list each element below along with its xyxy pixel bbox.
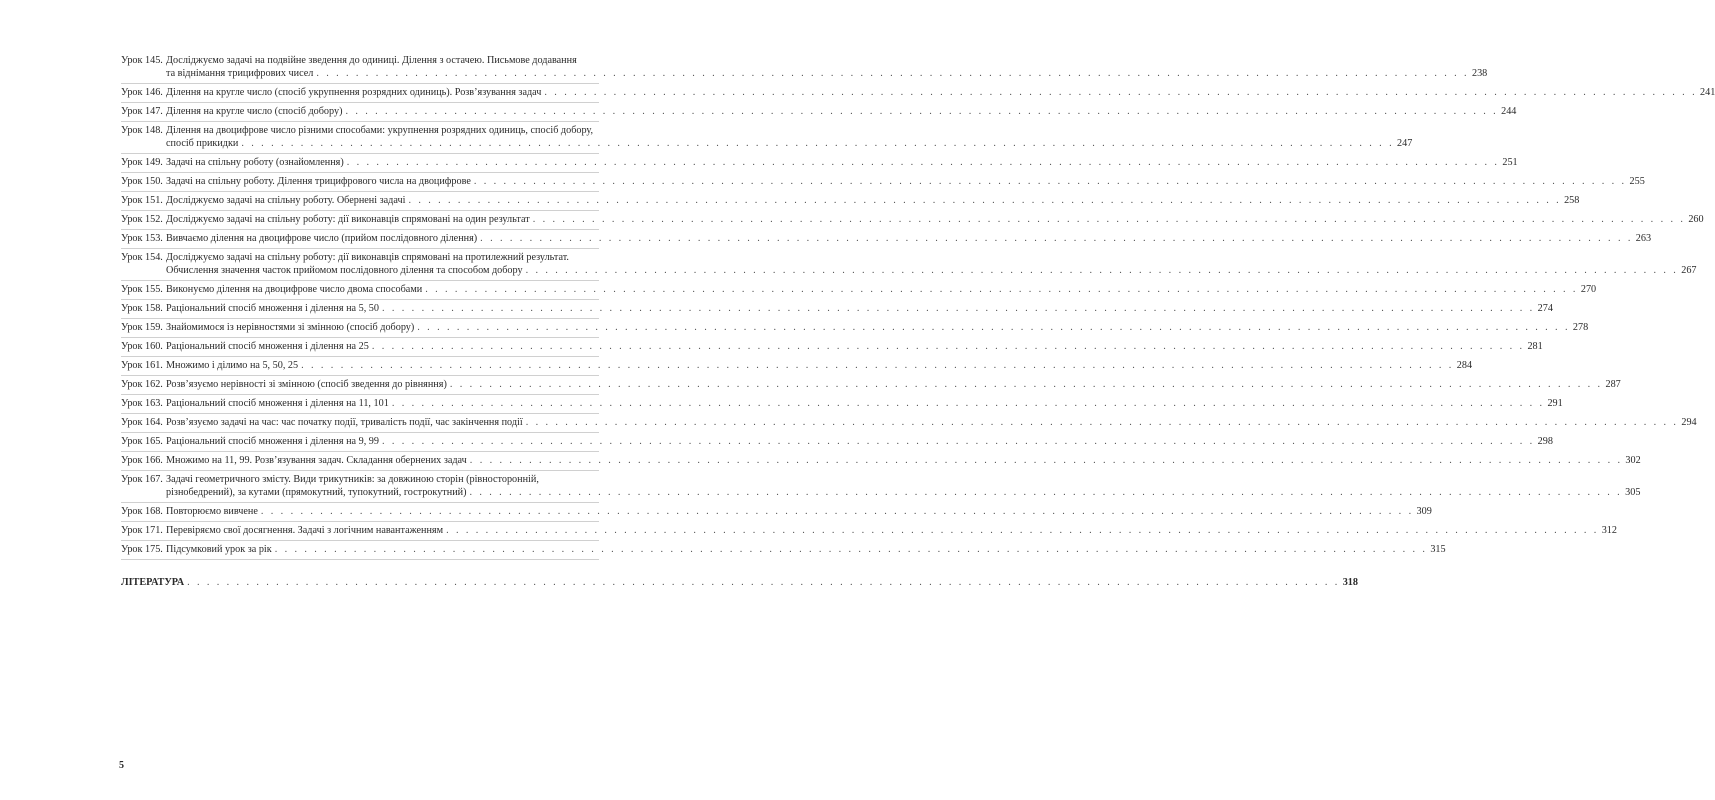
lesson-title-line xyxy=(166,156,1518,169)
lesson-number: Урок 151. xyxy=(121,195,163,206)
page-ref: 318 xyxy=(1342,577,1358,588)
toc-entry[interactable] xyxy=(121,84,1715,103)
lesson-title-text: Раціональний спосіб множення і ділення на 11, 101 xyxy=(166,398,389,409)
lesson-title xyxy=(166,473,1641,499)
toc-entry[interactable] xyxy=(121,52,1488,84)
lesson-title xyxy=(166,156,1518,169)
toc-entry[interactable] xyxy=(121,338,1543,357)
lesson-number: Урок 159. xyxy=(121,322,163,333)
lesson-number: Урок 160. xyxy=(121,341,163,352)
lesson-title xyxy=(166,175,1645,188)
dot-leader xyxy=(544,86,1697,99)
lesson-title-text: Множимо на 11, 99. Розв’язування задач. Складання обернених задач xyxy=(166,455,467,466)
toc-entry[interactable] xyxy=(121,122,1413,154)
lesson-title-text: Обчислення значення часток прийомом послідовного ділення та способом добору xyxy=(166,265,523,276)
lesson-title xyxy=(166,232,1652,245)
toc-entry[interactable] xyxy=(121,357,1473,376)
lesson-title-text: Розв’язуємо задачі на час: час початку події, тривалість події, час закінчення події xyxy=(166,417,523,428)
lesson-title-text: Перевіряємо свої досягнення. Задачі з логічним навантаженням xyxy=(166,525,444,536)
lesson-title-line xyxy=(166,302,1553,315)
lesson-title-text: Знайомимося із нерівностями зі змінною (спосіб добору) xyxy=(166,322,415,333)
lesson-number: Урок 146. xyxy=(121,87,163,98)
lesson-title-line xyxy=(166,86,1715,99)
lesson-number: Урок 171. xyxy=(121,525,163,536)
lesson-title xyxy=(166,251,1697,277)
lesson-title xyxy=(166,54,1488,80)
dot-leader xyxy=(474,175,1627,188)
lesson-title-line xyxy=(166,67,1488,80)
toc-entry[interactable] xyxy=(121,503,1432,522)
lesson-number: Урок 164. xyxy=(121,417,163,428)
page-ref: 238 xyxy=(1471,68,1488,79)
lesson-title-text: різнобедрений), за кутами (прямокутний, тупокутний, гострокутний) xyxy=(166,487,467,498)
lesson-title-text: Множимо і ділимо на 5, 50, 25 xyxy=(166,360,299,371)
toc-entry[interactable] xyxy=(121,376,1621,395)
lesson-number: Урок 175. xyxy=(121,544,163,555)
lesson-title xyxy=(166,416,1697,429)
page-ref: 244 xyxy=(1501,106,1517,117)
lesson-title xyxy=(166,124,1413,150)
page-ref: 315 xyxy=(1430,544,1446,555)
lesson-title-line xyxy=(166,232,1652,245)
lesson-number: Урок 155. xyxy=(121,284,163,295)
toc-entry[interactable] xyxy=(121,103,1517,122)
page-ref: 305 xyxy=(1625,487,1641,498)
dot-leader xyxy=(408,194,1561,207)
page-ref: 287 xyxy=(1605,379,1621,390)
toc-entry[interactable] xyxy=(121,230,1652,249)
lesson-title xyxy=(166,397,1563,410)
dot-leader xyxy=(187,576,1340,589)
lesson-title-text: Повторюємо вивчене xyxy=(166,506,258,517)
dot-leader xyxy=(450,378,1603,391)
lesson-title-line xyxy=(166,505,1432,518)
lesson-title-text: Підсумковий урок за рік xyxy=(166,544,272,555)
lesson-title-line xyxy=(166,340,1543,353)
toc-entry[interactable] xyxy=(121,522,1617,541)
dot-leader xyxy=(345,105,1498,118)
literature-label: ЛІТЕРАТУРА xyxy=(121,577,185,588)
dot-leader xyxy=(417,321,1570,334)
lesson-title-text: Розв’язуємо нерівності зі змінною (спосіб зведення до рівняння) xyxy=(166,379,447,390)
dot-leader xyxy=(446,524,1599,537)
lesson-title xyxy=(166,359,1473,372)
toc-entry[interactable] xyxy=(121,319,1589,338)
page-ref: 278 xyxy=(1572,322,1589,333)
lesson-title-text: Досліджуємо задачі на спільну роботу: дії виконавців спрямовані на протилежний результат. xyxy=(166,252,569,263)
lesson-title-line xyxy=(166,54,599,67)
lesson-title-text: Виконуємо ділення на двоцифрове число двома способами xyxy=(166,284,423,295)
lesson-number: Урок 154. xyxy=(121,252,163,263)
lesson-title xyxy=(166,194,1580,207)
page-ref: 247 xyxy=(1397,138,1413,149)
lesson-title xyxy=(166,283,1597,296)
lesson-title-line xyxy=(166,397,1563,410)
page-ref: 263 xyxy=(1635,233,1652,244)
lesson-title xyxy=(166,505,1432,518)
dot-leader xyxy=(480,232,1633,245)
dot-leader xyxy=(392,397,1545,410)
dot-leader xyxy=(301,359,1454,372)
page-ref: 267 xyxy=(1681,265,1697,276)
lesson-number: Урок 162. xyxy=(121,379,163,390)
lesson-title-text: та віднімання трицифрових чисел xyxy=(166,68,314,79)
dot-leader xyxy=(372,340,1525,353)
page-ref: 302 xyxy=(1625,455,1641,466)
dot-leader xyxy=(382,302,1535,315)
lesson-title-text: Ділення на двоцифрове число різними способами: укрупнення розрядних одиниць, спосіб добору, xyxy=(166,125,594,136)
lesson-title xyxy=(166,213,1704,226)
literature-line-inner xyxy=(121,576,1358,589)
page-ref: 255 xyxy=(1629,176,1645,187)
lesson-number: Урок 165. xyxy=(121,436,163,447)
lesson-title-line xyxy=(166,435,1553,448)
lesson-number: Урок 148. xyxy=(121,125,163,136)
page-ref: 258 xyxy=(1564,195,1580,206)
lesson-title-text: Задачі геометричного змісту. Види трикутників: за довжиною сторін (рівносторонній, xyxy=(166,474,539,485)
lesson-title-line xyxy=(166,264,1697,277)
lesson-number: Урок 152. xyxy=(121,214,163,225)
toc-entry[interactable] xyxy=(121,192,1580,211)
lesson-title xyxy=(166,378,1621,391)
lesson-number: Урок 166. xyxy=(121,455,163,466)
dot-leader xyxy=(470,486,1623,499)
lesson-title-line xyxy=(166,124,599,137)
page-ref: 312 xyxy=(1601,525,1617,536)
page-ref: 294 xyxy=(1681,417,1697,428)
page-ref: 270 xyxy=(1580,284,1597,295)
dot-leader xyxy=(526,416,1679,429)
lesson-title-line xyxy=(166,524,1617,537)
lesson-title xyxy=(166,435,1553,448)
lesson-title-text: Вивчаємо ділення на двоцифрове число (прийом послідовного ділення) xyxy=(166,233,478,244)
lesson-title-text: Досліджуємо задачі на спільну роботу. Обернені задачі xyxy=(166,195,406,206)
lesson-title-text: Задачі на спільну роботу (ознайомлення) xyxy=(166,157,344,168)
page-ref: 260 xyxy=(1688,214,1704,225)
toc-entry[interactable] xyxy=(121,395,1563,414)
lesson-title-line xyxy=(166,321,1589,334)
lesson-number: Урок 167. xyxy=(121,474,163,485)
lesson-title xyxy=(166,524,1617,537)
toc-entry-literature[interactable] xyxy=(121,574,1358,592)
toc-entry[interactable] xyxy=(121,414,1697,433)
page-ref: 298 xyxy=(1537,436,1553,447)
toc-entry[interactable] xyxy=(121,541,1446,560)
lesson-number: Урок 153. xyxy=(121,233,163,244)
toc-entry[interactable] xyxy=(121,471,1641,503)
lesson-title-line xyxy=(166,378,1621,391)
lesson-number: Урок 147. xyxy=(121,106,163,117)
page-ref: 251 xyxy=(1502,157,1518,168)
lesson-title-text: спосіб прикидки xyxy=(166,138,239,149)
lesson-title-line xyxy=(166,454,1641,467)
toc-entry[interactable] xyxy=(121,173,1645,192)
lesson-title-text: Раціональний спосіб множення і ділення на 25 xyxy=(166,341,369,352)
lesson-title xyxy=(166,302,1553,315)
page-number: 5 xyxy=(119,760,124,771)
lesson-number: Урок 163. xyxy=(121,398,163,409)
lesson-number: Урок 145. xyxy=(121,55,163,66)
lesson-number: Урок 158. xyxy=(121,303,163,314)
lesson-title-line xyxy=(166,251,599,264)
lesson-title-text: Задачі на спільну роботу. Ділення трицифрового числа на двоцифрове xyxy=(166,176,471,187)
lesson-title-text: Раціональний спосіб множення і ділення на 9, 99 xyxy=(166,436,379,447)
dot-leader xyxy=(470,454,1623,467)
dot-leader xyxy=(261,505,1414,518)
page-ref: 241 xyxy=(1700,87,1715,98)
toc-entry[interactable] xyxy=(121,433,1553,452)
lesson-title-line xyxy=(166,137,1413,150)
lesson-title xyxy=(166,86,1715,99)
lesson-number: Урок 150. xyxy=(121,176,163,187)
lesson-title-text: Досліджуємо задачі на спільну роботу: дії виконавців спрямовані на один результат xyxy=(166,214,530,225)
lesson-title-line xyxy=(166,486,1641,499)
lesson-title-line xyxy=(166,283,1597,296)
page-ref: 274 xyxy=(1537,303,1553,314)
dot-leader xyxy=(347,156,1500,169)
lesson-title-line xyxy=(166,175,1645,188)
lesson-number: Урок 168. xyxy=(121,506,163,517)
toc-entry[interactable] xyxy=(121,211,1704,230)
toc-entry[interactable] xyxy=(121,281,1597,300)
lesson-title xyxy=(166,105,1517,118)
lesson-title-line xyxy=(166,213,1704,226)
lesson-title xyxy=(166,321,1589,334)
toc-entry[interactable] xyxy=(121,452,1641,471)
lesson-title-text: Ділення на кругле число (спосіб добору) xyxy=(166,106,343,117)
page-ref: 309 xyxy=(1416,506,1432,517)
lesson-title-text: Раціональний спосіб множення і ділення на 5, 50 xyxy=(166,303,379,314)
dot-leader xyxy=(425,283,1578,296)
lesson-title-line xyxy=(166,105,1517,118)
toc-entry[interactable] xyxy=(121,154,1518,173)
page-ref: 281 xyxy=(1527,341,1543,352)
dot-leader xyxy=(526,264,1679,277)
lesson-number: Урок 161. xyxy=(121,360,163,371)
lesson-title-line xyxy=(166,543,1446,556)
toc-entry[interactable] xyxy=(121,300,1553,319)
lesson-title-line xyxy=(166,416,1697,429)
lesson-title xyxy=(166,340,1543,353)
lesson-title-text: Ділення на кругле число (спосіб укрупнення розрядних одиниць). Розв’язування задач xyxy=(166,87,542,98)
table-of-contents xyxy=(121,52,1715,592)
lesson-title-line xyxy=(166,194,1580,207)
lesson-title xyxy=(166,543,1446,556)
page-ref: 284 xyxy=(1456,360,1473,371)
lesson-title-line xyxy=(166,473,599,486)
dot-leader xyxy=(241,137,1394,150)
toc-entry[interactable] xyxy=(121,249,1697,281)
dot-leader xyxy=(275,543,1428,556)
lesson-number: Урок 149. xyxy=(121,157,163,168)
dot-leader xyxy=(316,67,1469,80)
lesson-title xyxy=(166,454,1641,467)
dot-leader xyxy=(533,213,1686,226)
literature-line xyxy=(121,576,1358,589)
dot-leader xyxy=(382,435,1535,448)
lesson-title-line xyxy=(166,359,1473,372)
page-ref: 291 xyxy=(1547,398,1563,409)
lesson-title-text: Досліджуємо задачі на подвійне зведення до одиниці. Ділення з остачею. Письмове додавання xyxy=(166,55,577,66)
